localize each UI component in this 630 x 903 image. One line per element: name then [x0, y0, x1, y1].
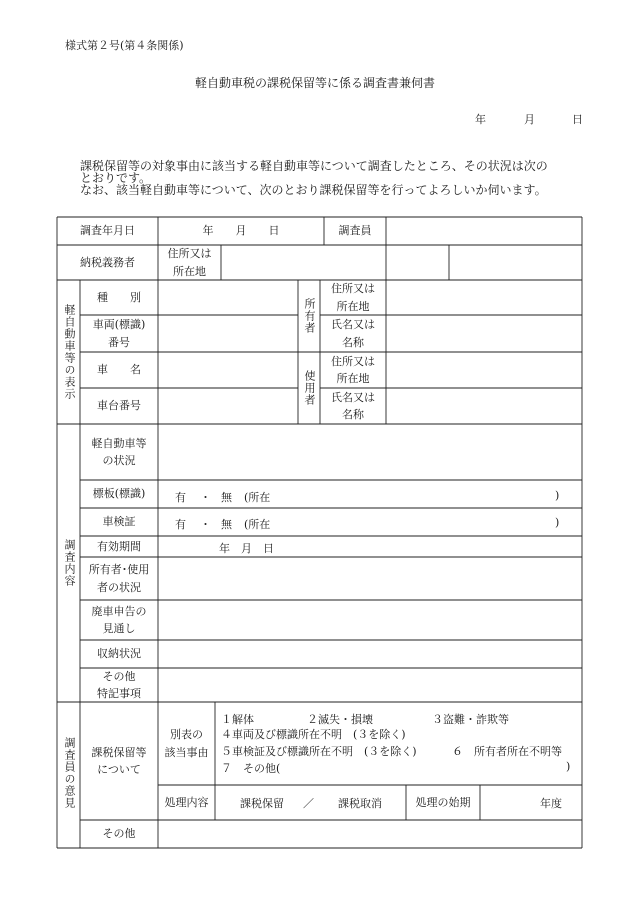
date-month-label: 月 — [524, 113, 535, 126]
vehicle-name-field[interactable] — [158, 352, 298, 388]
reason-7-close: ) — [566, 760, 571, 773]
tax-hold-option[interactable]: 課税保留 — [240, 797, 284, 810]
label-line: 住所又は — [331, 282, 375, 296]
reason-1-option[interactable]: １解体 — [221, 713, 254, 726]
payment-status-label: 収納状況 — [97, 647, 141, 661]
owner-label: 所有者 — [303, 298, 316, 334]
label-line: 所在地 — [336, 372, 370, 385]
label-line: の状況 — [102, 454, 136, 467]
label-line: 車両(標識) — [92, 318, 146, 332]
vehicle-type-label: 種 別 — [97, 290, 141, 304]
taxpayer-label: 納税義務者 — [80, 255, 135, 269]
label-line: 氏名又は — [331, 390, 375, 404]
taxpayer-address-label — [158, 245, 221, 280]
other-notes-field[interactable] — [158, 668, 582, 702]
label-line: 該当事由 — [164, 745, 209, 759]
vehicle-plate-label — [80, 315, 158, 352]
option-separator: ／ — [303, 797, 314, 810]
owner-name-label — [320, 315, 386, 352]
reason-4-option[interactable]: ４車両及び標識所在不明 (３を除く) — [221, 728, 406, 741]
label-line: 所在地 — [336, 299, 370, 313]
vehicle-type-field[interactable] — [158, 280, 298, 315]
opinion-other-label: その他 — [102, 827, 136, 841]
inspection-location-open: (所在 — [244, 518, 271, 531]
taxpayer-extra-field[interactable] — [386, 245, 449, 280]
label-line: 所在地 — [173, 264, 206, 278]
inspection-separator: ・ — [200, 518, 211, 531]
label-line: 氏名又は — [331, 318, 375, 332]
owner-address-label — [320, 280, 386, 315]
chassis-number-field[interactable] — [158, 388, 298, 424]
fiscal-year-label[interactable]: 年度 — [540, 797, 562, 810]
intro-line: 課税保留等の対象事由に該当する軽自動車等について調査したところ、その状況は次の — [80, 159, 548, 173]
plate-yes-option[interactable]: 有 — [175, 491, 186, 504]
label-line: 所有者･使用 — [88, 563, 150, 577]
inspection-no-option[interactable]: 無 — [221, 518, 232, 531]
reason-3-option[interactable]: ３盗難・詐欺等 — [432, 713, 509, 726]
vehicle-name-label: 車 名 — [97, 363, 141, 377]
taxpayer-address-field[interactable] — [221, 245, 386, 280]
inspection-location-close: ) — [555, 516, 560, 529]
user-name-label — [320, 388, 386, 424]
taxpayer-name-field[interactable] — [449, 245, 582, 280]
survey-date-value[interactable]: 年 月 日 — [202, 224, 280, 238]
label-line: 見通し — [102, 622, 136, 635]
chassis-number-label: 車台番号 — [97, 399, 141, 413]
tax-cancel-option[interactable]: 課税取消 — [338, 797, 382, 810]
label-line: 住所又は — [167, 247, 212, 261]
vehicle-status-field[interactable] — [158, 424, 582, 480]
label-line: 番号 — [108, 335, 130, 349]
label-line: 別表の — [170, 728, 203, 742]
action-label: 処理内容 — [164, 795, 209, 809]
user-address-label — [320, 352, 386, 388]
label-line: について — [97, 763, 141, 776]
opinion-section-label: 調査員の意見 — [63, 736, 76, 809]
inspection-yes-option[interactable]: 有 — [175, 518, 186, 531]
label-line: 名称 — [342, 335, 364, 349]
user-address-field[interactable] — [386, 352, 582, 388]
intro-line: なお、該当軽自動車等について、次のとおり課税保留等を行ってよろしいか伺います。 — [80, 183, 547, 197]
payment-status-field[interactable] — [158, 640, 582, 668]
vehicle-plate-field[interactable] — [158, 315, 298, 352]
date-day-label: 日 — [572, 113, 583, 126]
reason-6-option[interactable]: ６ 所有者所在不明等 — [452, 745, 562, 758]
owner-name-field[interactable] — [386, 315, 582, 352]
form-number: 様式第２号(第４条関係) — [65, 39, 184, 52]
investigator-field[interactable] — [386, 217, 582, 245]
plate-location-open: (所在 — [244, 491, 271, 504]
intro-line: とおりです。 — [80, 171, 152, 185]
investigator-label: 調査員 — [338, 224, 372, 238]
plate-separator: ・ — [200, 491, 211, 504]
reason-label — [158, 702, 215, 785]
opinion-other-field[interactable] — [158, 820, 582, 848]
reason-5-option[interactable]: ５車検証及び標識所在不明 (３を除く) — [221, 745, 417, 758]
scrap-outlook-label — [80, 600, 158, 640]
label-line: 住所又は — [331, 354, 375, 368]
label-line: 名称 — [342, 408, 364, 421]
owner-user-status-field[interactable] — [158, 557, 582, 600]
plate-location-close: ) — [555, 489, 560, 502]
owner-user-status-label — [80, 557, 158, 600]
user-label: 使用者 — [303, 370, 316, 406]
vehicle-section-label: 軽自動車等の表示 — [63, 304, 76, 400]
start-period-label: 処理の始期 — [415, 795, 471, 809]
document-title: 軽自動車税の課税保留等に係る調査書兼伺書 — [194, 76, 435, 90]
tax-hold-label — [80, 702, 158, 820]
validity-value[interactable]: 年 月 日 — [219, 542, 274, 555]
plate-label: 標板(標識) — [92, 487, 146, 501]
investigation-section-label: 調査内容 — [63, 539, 76, 587]
survey-date-label: 調査年月日 — [80, 224, 135, 238]
other-notes-label — [80, 668, 158, 702]
label-line: 特記事項 — [97, 687, 141, 700]
validity-label: 有効期間 — [97, 539, 141, 553]
label-line: 課税保留等 — [91, 745, 147, 759]
label-line: その他 — [102, 669, 136, 683]
user-name-field[interactable] — [386, 388, 582, 424]
owner-address-field[interactable] — [386, 280, 582, 315]
plate-no-option[interactable]: 無 — [221, 491, 232, 504]
inspection-cert-label: 車検証 — [102, 515, 136, 529]
label-line: 軽自動車等 — [91, 436, 147, 450]
date-year-label: 年 — [475, 113, 486, 126]
reason-2-option[interactable]: ２滅失・損壊 — [307, 713, 373, 726]
label-line: 廃車申告の — [91, 604, 147, 618]
reason-7-option[interactable]: ７ その他( — [221, 762, 281, 775]
scrap-outlook-field[interactable] — [158, 600, 582, 640]
vehicle-status-label — [80, 424, 158, 480]
label-line: 者の状況 — [97, 580, 141, 594]
